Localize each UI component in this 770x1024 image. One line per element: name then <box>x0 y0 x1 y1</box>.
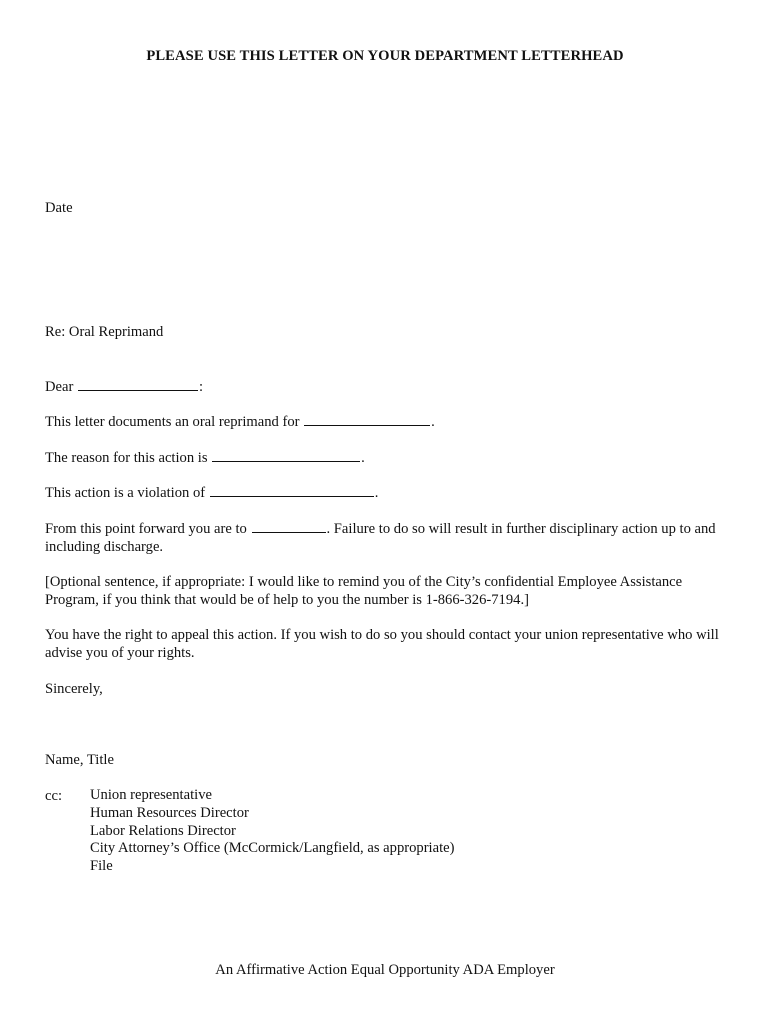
violation-line-suffix: . <box>374 485 379 501</box>
cc-recipient: Human Resources Director <box>90 804 249 821</box>
cc-recipient: City Attorney’s Office (McCormick/Langfield, as appropriate) <box>90 840 455 857</box>
cc-recipient: File <box>90 858 113 875</box>
cc-recipient: Labor Relations Director <box>90 822 236 839</box>
reprimand-line-prefix: This letter documents an oral reprimand for <box>45 414 304 430</box>
reprimand-line-suffix: . <box>431 414 435 430</box>
reason-line <box>45 448 365 467</box>
appeal-paragraph: You have the right to appeal this action. If you wish to do so you should contact your union representative who will advise you of your rights. <box>45 627 719 661</box>
salutation-prefix: Dear <box>45 379 78 395</box>
forward-paragraph-suffix: . Failure to do so will result in further disciplinary action up to and including discharge. <box>45 521 716 555</box>
optional-eap-paragraph: [Optional sentence, if appropriate: I would like to remind you of the City’s confidential Employee Assistance Program, if you think that would be of help to you the number is 1-866-326-7194.] <box>45 574 683 608</box>
cc-recipient-list <box>90 787 454 876</box>
employer-footer: An Affirmative Action Equal Opportunity ADA Employer <box>215 962 555 978</box>
cc-label: cc: <box>45 788 63 804</box>
forward-paragraph-prefix: From this point forward you are to <box>45 521 251 537</box>
expectation-blank[interactable] <box>252 519 326 533</box>
letterhead-instruction: PLEASE USE THIS LETTER ON YOUR DEPARTMENT LETTERHEAD <box>146 48 624 64</box>
violation-line <box>45 483 378 502</box>
forward-paragraph <box>45 519 735 556</box>
salutation-suffix: : <box>199 379 204 395</box>
reason-blank[interactable] <box>212 448 360 462</box>
cc-recipient: Union representative <box>90 787 212 803</box>
reason-line-suffix: . <box>361 450 365 466</box>
date-label: Date <box>45 200 73 216</box>
salutation <box>45 377 203 396</box>
closing: Sincerely, <box>45 681 103 697</box>
reason-line-prefix: The reason for this action is <box>45 450 212 466</box>
subject-line: Re: Oral Reprimand <box>45 324 164 340</box>
violation-line-prefix: This action is a violation of <box>45 485 209 501</box>
reprimand-line <box>45 412 435 431</box>
signature-name-title: Name, Title <box>45 752 114 768</box>
violation-blank[interactable] <box>210 483 374 497</box>
recipient-name-blank[interactable] <box>78 377 198 391</box>
reprimand-subject-blank[interactable] <box>304 412 430 426</box>
